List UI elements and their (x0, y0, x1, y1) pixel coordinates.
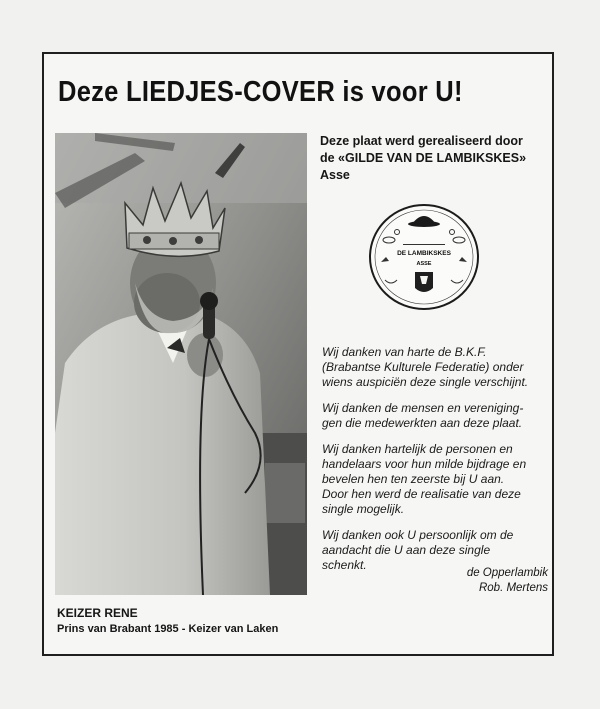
signature-block (440, 566, 548, 596)
credit-line-3: Asse (320, 168, 350, 182)
lambikskes-logo (367, 202, 481, 312)
credit-line-1: Deze plaat werd gerealiseerd door (320, 134, 523, 148)
logo-name: DE LAMBIKSKES (397, 250, 451, 257)
text-line: Wij danken van harte de B.K.F. (322, 345, 487, 359)
photo-caption-subtitle: Prins van Brabant 1985 - Keizer van Laken (57, 623, 279, 635)
text-line: wiens auspiciën deze single verschijnt. (322, 375, 529, 389)
text-line: Door hen werd de realisatie van deze (322, 487, 521, 501)
paragraph-sponsors (322, 442, 552, 517)
thank-you-text (322, 345, 552, 584)
headline: Deze LIEDJES-COVER is voor U! (58, 76, 463, 108)
signature-title: de Opperlambik (466, 567, 548, 579)
signature-name: Rob. Mertens (478, 582, 548, 594)
text-line: bevelen hen ten zeerste bij U aan. (322, 472, 505, 486)
text-line: (Brabantse Kulturele Federatie) onder (322, 360, 524, 374)
text-line: single mogelijk. (322, 502, 405, 516)
credit-block (320, 133, 550, 184)
credit-line-2: de «GILDE VAN DE LAMBIKSKES» (320, 151, 527, 165)
text-line: Wij danken de mensen en vereniging- (322, 401, 524, 415)
text-line: aandacht die U aan deze single (322, 543, 491, 557)
paragraph-bkf (322, 345, 552, 390)
logo-emblem (367, 202, 481, 312)
text-line: gen die medewerkten aan deze plaat. (322, 416, 523, 430)
text-line: Wij danken ook U persoonlijk om de (322, 528, 514, 542)
paragraph-associations (322, 401, 552, 431)
photo-illustration (55, 133, 307, 595)
photo-keizer-rene (55, 133, 307, 595)
text-line: schenkt. (322, 558, 367, 572)
logo-place: ASSE (416, 261, 432, 267)
text-line: Wij danken hartelijk de personen en (322, 442, 513, 456)
text-line: handelaars voor hun milde bijdrage en (322, 457, 527, 471)
photo-caption-name: KEIZER RENE (57, 606, 138, 620)
